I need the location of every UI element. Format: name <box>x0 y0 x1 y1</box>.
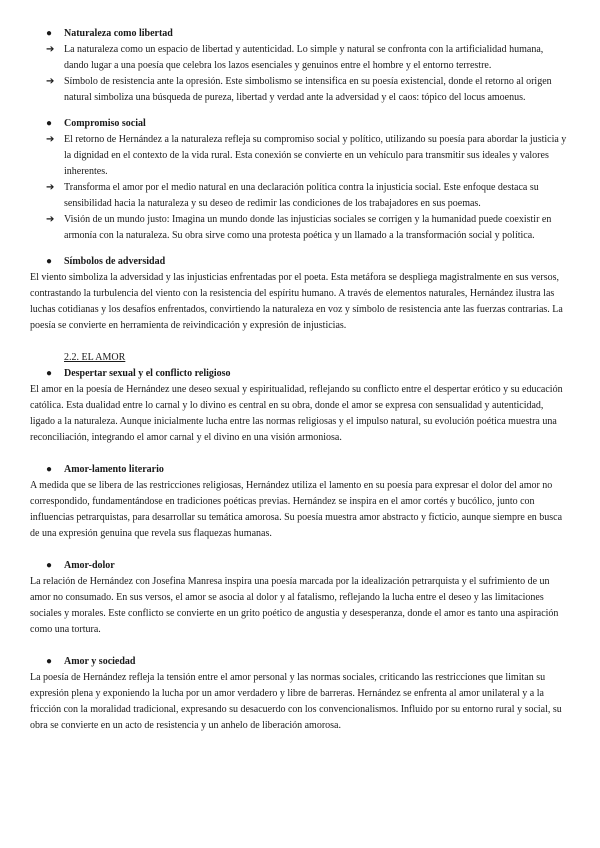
subsection-title: 2.2. EL AMOR <box>64 352 126 363</box>
section-title: Amor-lamento literario <box>64 464 164 475</box>
section-title: Símbolos de adversidad <box>64 256 166 267</box>
list-item-text: El retorno de Hernández a la naturaleza refleja su compromiso social y político, utilizando su poesía para abordar la justicia y la dignidad en el contexto de la vida rural. Esta conexión se convierte en un vehículo para transmitir sus ideales y valores inherentes. <box>64 134 567 177</box>
list-item <box>30 42 570 74</box>
section-naturaleza-libertad <box>30 26 570 106</box>
section-heading <box>30 366 570 382</box>
list-item <box>30 132 570 180</box>
bullet-icon: ● <box>46 118 53 129</box>
section-paragraph: El amor en la poesía de Hernández une deseo sexual y espiritualidad, reflejando su conflicto entre el despertar erótico y su educación católica. Esta dualidad entre lo carnal y lo divino es central en su obra, donde el amor se expresa con sensualidad y autenticidad, ligado a la naturaleza. Aunque inicialmente lucha entre las normas religiosas y el impulso natural, su evolución poética muestra una reconciliación, integrando el amor carnal y el divino en una visión armoniosa. <box>30 384 563 443</box>
section-simbolos-adversidad <box>30 254 570 334</box>
section-heading <box>30 116 570 132</box>
arrow-bullet-icon: ➔ <box>46 134 55 145</box>
list-item <box>30 180 570 212</box>
list-item <box>30 74 570 106</box>
list-item <box>30 212 570 244</box>
section-amor-sociedad <box>30 654 570 734</box>
section-heading <box>30 654 570 670</box>
section-amor-lamento <box>30 462 570 542</box>
section-paragraph: A medida que se libera de las restricciones religiosas, Hernández utiliza el lamento en su poesía para expresar el dolor del amor no correspondido, fundamentándose en tradiciones poéticas previas. Hernández se inspira en el amor cortés y bucólico, junto con influencias petrarquistas, para desarrollar su temática amorosa. Su poesía muestra amor abstracto y ficticio, aunque siempre en busca de una expresión genuina que revela sus flaquezas humanas. <box>30 480 563 539</box>
bullet-icon: ● <box>46 656 53 667</box>
section-paragraph: La relación de Hernández con Josefina Manresa inspira una poesía marcada por la idealización petrarquista y el sufrimiento de un amor no consumado. En sus versos, el amor se asocia al dolor y al fatalismo, reflejando la lucha entre el deseo y las limitaciones sociales y morales. Este conflicto se convierte en un grito poético de angustia y desesperanza, donde el amor es tanto una aspiración como una tortura. <box>30 576 559 635</box>
section-amor-dolor <box>30 558 570 638</box>
bullet-icon: ● <box>46 368 53 379</box>
section-paragraph: La poesía de Hernández refleja la tensión entre el amor personal y las normas sociales, criticando las restricciones que limitan su expresión plena y exponiendo la lucha por un amor verdadero y libre de barreras. Hernández se enfrenta al amor unilateral y a la fricción con la moralidad tradicional, expresando su desacuerdo con los convencionalismos. Influido por su entorno rural y social, su obra se convierte en un acto de resistencia y un anhelo de liberación amorosa. <box>30 672 562 731</box>
arrow-bullet-icon: ➔ <box>46 76 55 87</box>
section-title: Compromiso social <box>64 118 146 129</box>
section-despertar-sexual <box>30 366 570 446</box>
bullet-icon: ● <box>46 256 53 267</box>
bullet-icon: ● <box>46 560 53 571</box>
section-title: Despertar sexual y el conflicto religioso <box>64 368 231 379</box>
arrow-bullet-icon: ➔ <box>46 44 55 55</box>
section-heading <box>30 26 570 42</box>
section-heading <box>30 462 570 478</box>
section-heading <box>30 254 570 270</box>
list-item-text: Símbolo de resistencia ante la opresión. Este simbolismo se intensifica en su poesía existencial, donde el retorno al origen natural simboliza una búsqueda de pureza, libertad y verdad ante la adversidad y el caos: tópico del locus amoenus. <box>64 76 552 103</box>
section-title: Amor-dolor <box>64 560 115 571</box>
list-item-text: Transforma el amor por el medio natural en una declaración política contra la injusticia social. Este enfoque destaca su sensibilidad hacia la naturaleza y su deseo de redimir las condiciones de los trabajadores en sus poemas. <box>64 182 539 209</box>
section-heading <box>30 558 570 574</box>
arrow-bullet-icon: ➔ <box>46 214 55 225</box>
section-title: Amor y sociedad <box>64 656 136 667</box>
bullet-icon: ● <box>46 28 53 39</box>
bullet-icon: ● <box>46 464 53 475</box>
list-item-text: La naturaleza como un espacio de libertad y autenticidad. Lo simple y natural se confronta con la artificialidad humana, dando lugar a una poesía que celebra los lazos esenciales y genuinos entre el hombre y el entorno terrestre. <box>64 44 544 71</box>
section-title: Naturaleza como libertad <box>64 28 173 39</box>
section-compromiso-social <box>30 116 570 244</box>
section-paragraph: El viento simboliza la adversidad y las injusticias enfrentadas por el poeta. Esta metáfora se despliega magistralmente en sus versos, contrastando la turbulencia del viento con la resistencia del espíritu humano. A través de elementos naturales, Hernández ilustra las luchas cotidianas y los desafíos enfrentados, convirtiendo la naturaleza en voz y símbolo de resistencia ante las fuerzas contrarias. La poesía se convierte en herramienta de reivindicación y expresión de injusticias. <box>30 272 563 331</box>
arrow-bullet-icon: ➔ <box>46 182 55 193</box>
list-item-text: Visión de un mundo justo: Imagina un mundo donde las injusticias sociales se corrigen y la humanidad puede coexistir en armonía con la naturaleza. Su obra sirve como una protesta poética y un llamado a la transformación social y política. <box>64 214 552 241</box>
